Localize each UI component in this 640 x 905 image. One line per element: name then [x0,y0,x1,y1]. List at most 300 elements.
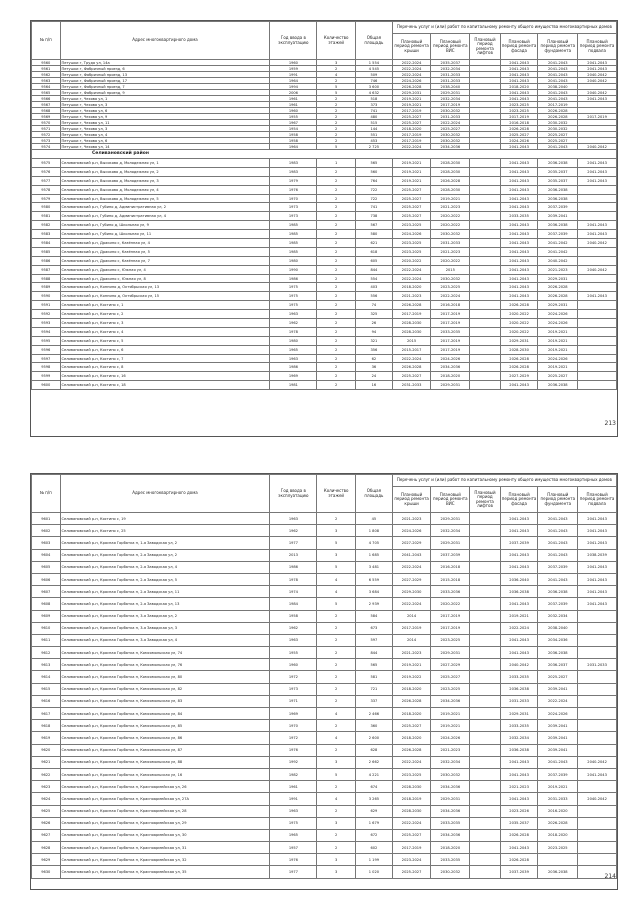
cell-vis: 2015 [431,265,470,274]
cell-floors: 2 [317,720,356,732]
cell-area: 721 [356,683,393,695]
cell-lift [470,230,501,239]
cell-num: 9611 [32,634,61,646]
cell-vis: 2032-2034 [431,66,470,72]
cell-roof: 2018-2020 [392,708,431,720]
cell-vis: 2016-2018 [431,561,470,573]
cell-lift [470,756,501,768]
cell-lift [470,732,501,744]
cell-basement [578,805,617,817]
cell-basement: 2041-2043 [578,561,617,573]
cell-area: 453 [356,138,393,144]
cell-year: 1986 [270,274,317,283]
cell-lift [470,239,501,248]
cell-facade: 2026-2028 [500,354,538,363]
cell-vis: 2033-2035 [431,327,470,336]
cell-facade: 2040-2042 [500,659,538,671]
cell-year: 1976 [270,744,317,756]
cell-floors: 2 [317,203,356,212]
cell-floors: 2 [317,301,356,310]
cell-facade: 2041-2043 [500,78,538,84]
cell-address: Селивановский р-н, Высоково д, Молодежная ул, 1 [60,159,270,168]
cell-lift [470,634,501,646]
cell-lift [470,598,501,610]
cell-year: 1969 [270,372,317,381]
cell-roof: 2017-2019 [392,108,431,114]
cell-lift [470,221,501,230]
cell-area: 746 [356,78,393,84]
cell-floors: 2 [317,622,356,634]
cell-roof: 2027-2029 [392,573,431,585]
cell-num: 9579 [32,194,61,203]
cell-address: Селивановский р-н, Костино с, 8 [60,363,270,372]
cell-area: 360 [356,720,393,732]
header-facade: Плановый период ремонта фасада [500,487,538,513]
cell-roof: 2015-2017 [392,345,431,354]
cell-vis: 2034-2036 [431,829,470,841]
cell-num: 9591 [32,301,61,310]
cell-num: 9606 [32,573,61,585]
cell-facade: 2041-2043 [500,513,538,525]
cell-roof: 2019-2021 [392,159,431,168]
cell-basement [578,610,617,622]
cell-address: Селивановский р-н, Дракино с, Казённая ул, 4 [60,239,270,248]
cell-vis: 2027-2029 [431,659,470,671]
page-number: 213 [604,420,616,427]
cell-floors: 2 [317,274,356,283]
cell-foundation: 2036-2038 [538,159,578,168]
cell-vis: 2029-2031 [431,513,470,525]
table-row [32,247,617,256]
section-row [32,150,617,159]
cell-address: Селивановский р-н, Костино с, 19 [60,513,270,525]
table-row [32,381,617,390]
cell-basement: 2040-2042 [578,144,617,150]
cell-year: 1963 [270,310,317,319]
cell-floors: 5 [317,144,356,150]
cell-basement [578,647,617,659]
cell-num: 9613 [32,659,61,671]
cell-basement [578,354,617,363]
cell-vis: 2029-2031 [431,90,470,96]
cell-foundation: 2041-2043 [538,756,578,768]
cell-address: Петушки г, Чехова ул, 3 [60,102,270,108]
cell-foundation: 2019-2021 [538,336,578,345]
cell-num: 9608 [32,598,61,610]
cell-area: 3 481 [356,561,393,573]
cell-year: 1958 [270,132,317,138]
cell-foundation: 2021-2023 [538,265,578,274]
cell-year: 1978 [270,327,317,336]
cell-num: 9605 [32,561,61,573]
header-foundation: Плановый период ремонта фундамента [538,34,578,60]
header-facade: Плановый период ремонта фасада [500,34,538,60]
header-foundation: Плановый период ремонта фундамента [538,487,578,513]
cell-year: 1969 [270,708,317,720]
cell-address: Селивановский р-н, Красная Горбатка п, Комсомольская ул, 74 [60,647,270,659]
cell-vis: 2017-2019 [431,102,470,108]
cell-num: 9560 [32,60,61,66]
cell-foundation: 2041-2043 [538,90,578,96]
cell-num: 9594 [32,327,61,336]
cell-address: Селивановский р-н, Костино с, 25 [60,525,270,537]
cell-facade: 2041-2043 [500,185,538,194]
cell-area: 673 [356,622,393,634]
cell-facade: 2019-2021 [500,610,538,622]
cell-basement [578,345,617,354]
cell-basement [578,327,617,336]
cell-address: Селивановский р-н, Красная Горбатка п, 2-я Заводская ул, 4 [60,561,270,573]
cell-vis: 2021-2023 [431,744,470,756]
cell-area: 567 [356,221,393,230]
cell-foundation: 2026-2028 [538,817,578,829]
cell-num: 9595 [32,336,61,345]
cell-basement: 2041-2043 [578,60,617,66]
cell-basement: 2040-2042 [578,265,617,274]
cell-num: 9577 [32,176,61,185]
cell-facade: 2041-2043 [500,525,538,537]
cell-lift [470,310,501,319]
cell-address: Селивановский р-н, Копнино д, Октябрьская ул, 13 [60,283,270,292]
cell-floors: 2 [317,671,356,683]
cell-foundation: 2036-2038 [538,586,578,598]
cell-roof: 2021-2023 [392,513,431,525]
cell-address: Селивановский р-н, Красная Горбатка п, Комсомольская ул, 76 [60,659,270,671]
cell-vis: 2029-2031 [431,381,470,390]
cell-lift [470,283,501,292]
cell-area: 565 [356,159,393,168]
cell-basement [578,732,617,744]
cell-lift [470,265,501,274]
cell-foundation: 2022-2024 [538,695,578,707]
cell-address: Селивановский р-н, Копнино д, Октябрьская ул, 15 [60,292,270,301]
table-row [32,537,617,549]
cell-year: 1958 [270,610,317,622]
table-row [32,221,617,230]
cell-area: 565 [356,659,393,671]
cell-area: 738 [356,212,393,221]
cell-roof: 2017-2019 [392,622,431,634]
capital-repair-table-1 [31,21,617,390]
cell-year: 1960 [270,659,317,671]
cell-basement [578,744,617,756]
cell-foundation: 2041-2042 [538,239,578,248]
cell-floors: 2 [317,695,356,707]
cell-year: 1980 [270,256,317,265]
cell-facade: 2026-2028 [500,363,538,372]
cell-year: 1954 [270,126,317,132]
table-row [32,671,617,683]
cell-facade: 2041-2043 [500,247,538,256]
cell-vis: 2029-2031 [431,537,470,549]
cell-vis: 2037-2039 [431,549,470,561]
cell-vis: 2020-2022 [431,212,470,221]
cell-roof: 2024-2026 [392,525,431,537]
cell-lift [470,708,501,720]
cell-floors: 5 [317,90,356,96]
cell-address: Селивановский р-н, Красная Горбатка п, Красноармейская ул, 31 [60,842,270,854]
cell-year: 1961 [270,781,317,793]
table-row [32,336,617,345]
cell-area: 556 [356,292,393,301]
cell-foundation: 2026-2028 [538,108,578,114]
table-row [32,695,617,707]
cell-facade: 2041-2043 [500,756,538,768]
cell-basement [578,283,617,292]
cell-foundation: 2041-2043 [538,537,578,549]
header-area: Общая площадь [356,22,393,60]
cell-num: 9568 [32,108,61,114]
cell-lift [470,203,501,212]
cell-basement [578,256,617,265]
cell-area: 3 684 [356,586,393,598]
cell-area: 722 [356,194,393,203]
cell-basement [578,194,617,203]
table-row [32,239,617,248]
cell-basement: 2040-2042 [578,239,617,248]
cell-foundation: 2039-2041 [538,212,578,221]
cell-facade: 2032-2034 [500,732,538,744]
cell-vis: 2017-2019 [431,310,470,319]
cell-num: 9629 [32,854,61,866]
table-row [32,256,617,265]
cell-basement [578,247,617,256]
cell-basement [578,185,617,194]
cell-address: Петушки г, Чехова ул, 4 [60,132,270,138]
cell-floors: 4 [317,72,356,78]
cell-vis: 2023-2025 [431,683,470,695]
cell-num: 9588 [32,274,61,283]
cell-area: 621 [356,239,393,248]
cell-year: 1972 [270,732,317,744]
header-floors: Количество этажей [317,22,356,60]
cell-address: Селивановский р-н, Костино с, 7 [60,354,270,363]
cell-year: 1982 [270,768,317,780]
cell-floors: 2 [317,659,356,671]
cell-num: 9628 [32,842,61,854]
cell-area: 45 [356,513,393,525]
cell-floors: 2 [317,102,356,108]
cell-basement: 2041-2043 [578,167,617,176]
cell-floors: 3 [317,756,356,768]
cell-facade: 2017-2019 [500,114,538,120]
cell-foundation: 2026-2028 [538,292,578,301]
cell-facade: 2026-2028 [500,126,538,132]
cell-facade: 2025-2027 [500,132,538,138]
cell-area: 597 [356,634,393,646]
cell-roof: 2020-2022 [392,256,431,265]
cell-basement [578,695,617,707]
cell-year: 1976 [270,854,317,866]
cell-facade: 2041-2043 [500,561,538,573]
cell-area: 741 [356,203,393,212]
cell-facade: 2041-2043 [500,292,538,301]
cell-vis: 2030-2032 [431,138,470,144]
cell-facade: 2028-2030 [500,345,538,354]
cell-foundation: 2019-2021 [538,345,578,354]
cell-foundation: 2041-2043 [538,525,578,537]
cell-vis: 2017-2019 [431,345,470,354]
cell-facade: 2041-2043 [500,239,538,248]
cell-area: 1 020 [356,866,393,878]
cell-address: Петушки г, Чехова ул, 9 [60,114,270,120]
table-row [32,854,617,866]
cell-address: Петушки г, Фабричный проезд, 6 [60,66,270,72]
cell-num: 9581 [32,212,61,221]
cell-roof: 2022-2024 [392,756,431,768]
cell-roof: 2022-2024 [392,817,431,829]
cell-area: 554 [356,274,393,283]
cell-num: 9626 [32,817,61,829]
cell-area: 24 [356,372,393,381]
cell-num: 9578 [32,185,61,194]
table-row [32,327,617,336]
cell-foundation: 2037-2039 [538,768,578,780]
header-address: Адрес многоквартирного дома [60,475,270,513]
cell-address: Петушки г, Труда ул, 14а [60,60,270,66]
cell-num: 9590 [32,292,61,301]
cell-lift [470,720,501,732]
cell-roof: 2017-2019 [392,310,431,319]
cell-area: 1 808 [356,525,393,537]
table-row [32,573,617,585]
cell-floors: 2 [317,78,356,84]
cell-roof: 2017-2019 [392,138,431,144]
cell-vis: 2017-2019 [431,319,470,328]
cell-basement [578,301,617,310]
cell-lift [470,793,501,805]
table-row [32,720,617,732]
table-row [32,817,617,829]
cell-vis: 2019-2021 [431,194,470,203]
cell-foundation: 2038-2040 [538,84,578,90]
cell-basement [578,274,617,283]
cell-lift [470,372,501,381]
cell-floors: 2 [317,185,356,194]
cell-address: Селивановский р-н, Костино с, 5 [60,336,270,345]
cell-address: Селивановский р-н, Костино с, 16 [60,372,270,381]
table-row [32,283,617,292]
cell-year: 1972 [270,671,317,683]
cell-year: 1963 [270,634,317,646]
cell-num: 9567 [32,102,61,108]
cell-area: 4 545 [356,66,393,72]
cell-foundation: 2039-2041 [538,683,578,695]
header-works-group: Перечень услуг и (или) работ по капитальному ремонту общего имущества многоквартирных домов [392,475,616,487]
cell-facade: 2029-2031 [500,708,538,720]
cell-facade: 2041-2043 [500,381,538,390]
cell-facade: 2023-2025 [500,102,538,108]
cell-floors: 2 [317,292,356,301]
cell-num: 9564 [32,84,61,90]
cell-address: Селивановский р-н, Губино д, Школьная ул, 9 [60,221,270,230]
cell-year: 1963 [270,354,317,363]
table-row [32,756,617,768]
cell-address: Селивановский р-н, Красная Горбатка п, Красноармейская ул, 35 [60,866,270,878]
cell-vis: 2023-2025 [431,283,470,292]
cell-address: Селивановский р-н, Губино д, Школьная ул, 11 [60,230,270,239]
cell-area: 674 [356,781,393,793]
cell-area: 1 685 [356,549,393,561]
cell-roof: 2027-2029 [392,537,431,549]
cell-address: Петушки г, Чехова ул, 11 [60,120,270,126]
cell-roof: 2029-2031 [392,90,431,96]
cell-address: Селивановский р-н, Губино д, Административная ул, 2 [60,203,270,212]
cell-lift [470,354,501,363]
table-row [32,345,617,354]
cell-facade: 2041-2043 [500,203,538,212]
cell-facade: 2041-2043 [500,598,538,610]
cell-roof: 2018-2020 [392,732,431,744]
cell-floors: 2 [317,132,356,138]
cell-area: 581 [356,671,393,683]
cell-basement: 2041-2043 [578,176,617,185]
cell-basement [578,671,617,683]
cell-vis: 2017-2019 [431,336,470,345]
cell-year: 1973 [270,683,317,695]
cell-num: 9627 [32,829,61,841]
cell-basement: 2040-2042 [578,90,617,96]
cell-foundation: 2041-2043 [538,60,578,66]
cell-floors: 3 [317,549,356,561]
cell-facade: 2041-2043 [500,793,538,805]
cell-vis: 2018-2020 [431,372,470,381]
cell-floors: 2 [317,126,356,132]
cell-basement: 2041-2043 [578,66,617,72]
cell-year: 1975 [270,301,317,310]
cell-roof: 2021-2023 [392,292,431,301]
cell-roof: 2022-2024 [392,265,431,274]
cell-basement [578,683,617,695]
cell-lift [470,561,501,573]
table-row [32,634,617,646]
cell-lift [470,866,501,878]
cell-foundation: 2036-2038 [538,381,578,390]
cell-foundation: 2026-2028 [538,283,578,292]
cell-num: 9596 [32,345,61,354]
page-number: 214 [604,873,616,880]
header-lift: Плановый период ремонта лифтов [470,487,501,513]
cell-vis: 2020-2022 [431,256,470,265]
cell-year: 1977 [270,537,317,549]
cell-foundation: 2037-2039 [538,230,578,239]
cell-floors: 2 [317,194,356,203]
cell-lift [470,167,501,176]
cell-foundation: 2036-2038 [538,647,578,659]
cell-year: 1978 [270,573,317,585]
cell-foundation: 2037-2039 [538,598,578,610]
cell-basement [578,319,617,328]
cell-area: 321 [356,336,393,345]
cell-roof: 2026-2028 [392,363,431,372]
header-num: № п/п [32,22,61,60]
cell-foundation: 2019-2021 [538,363,578,372]
cell-basement: 2041-2043 [578,768,617,780]
cell-floors: 5 [317,84,356,90]
header-num: № п/п [32,475,61,513]
cell-facade: 2020-2022 [500,327,538,336]
cell-basement [578,310,617,319]
cell-num: 9580 [32,203,61,212]
cell-facade: 2041-2043 [500,274,538,283]
cell-roof: 2022-2024 [392,274,431,283]
cell-floors: 4 [317,573,356,585]
cell-foundation: 2041-2043 [538,513,578,525]
cell-roof: 2028-2030 [392,805,431,817]
cell-area: 509 [356,72,393,78]
cell-area: 2 600 [356,732,393,744]
cell-foundation: 2040-2042 [538,256,578,265]
